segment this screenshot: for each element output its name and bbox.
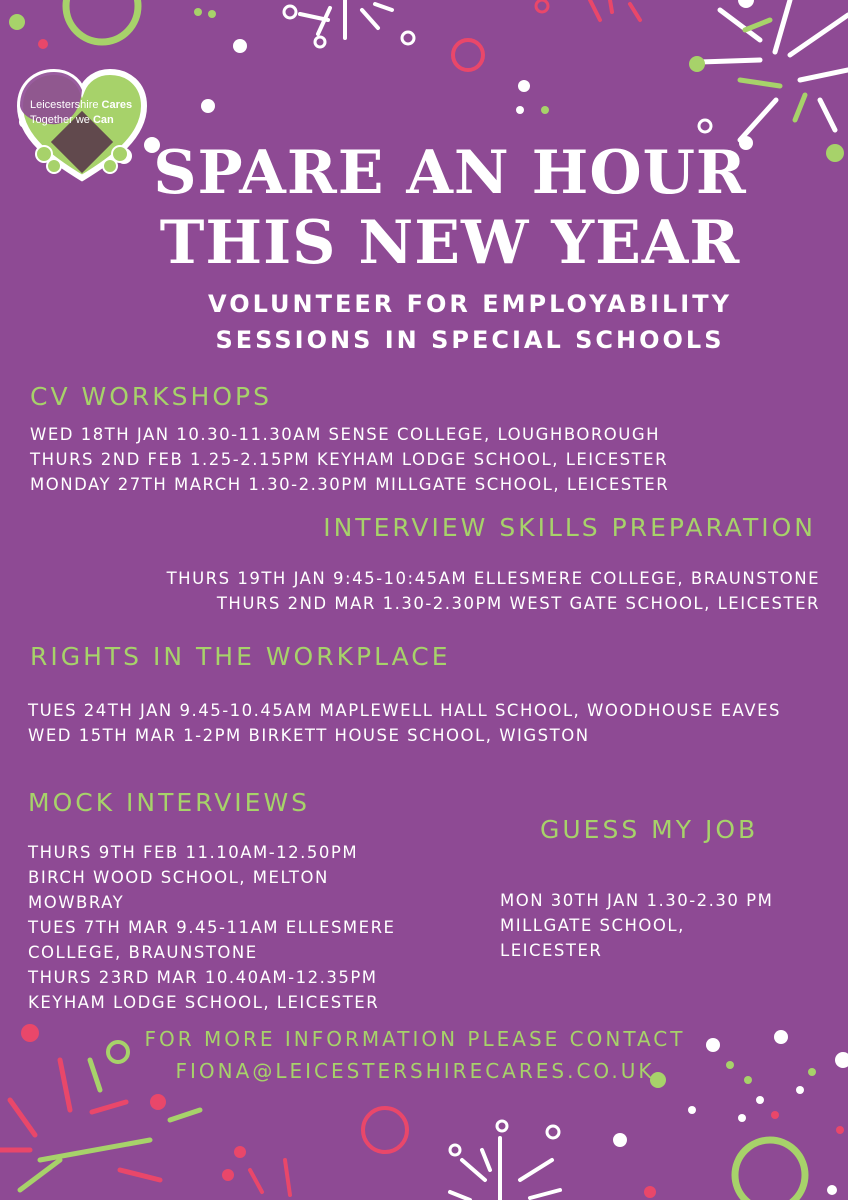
interview-skills-title: INTERVIEW SKILLS PREPARATION	[323, 513, 816, 542]
mock-session-line: THURS 23RD MAR 10.40AM-12.35PM	[28, 968, 378, 987]
contact-heading: FOR MORE INFORMATION PLEASE CONTACT	[144, 1027, 686, 1051]
mock-interviews-list	[28, 840, 395, 1015]
logo-tagline: Together we Can	[30, 114, 114, 126]
rights-title: RIGHTS IN THE WORKPLACE	[30, 642, 451, 671]
interview-session: THURS 19TH JAN 9:45-10:45AM ELLESMERE COLLEGE, BRAUNSTONE	[166, 569, 820, 588]
headline-line-1: SPARE AN HOUR	[153, 138, 747, 208]
logo-text	[30, 98, 150, 128]
contact-email-link[interactable]: FIONA@LEICESTERSHIRECARES.CO.UK	[175, 1059, 655, 1083]
guess-session-line: LEICESTER	[500, 941, 603, 960]
rights-session: WED 15TH MAR 1-2PM BIRKETT HOUSE SCHOOL, WIGSTON	[28, 726, 590, 745]
subheadline-line-1: VOLUNTEER FOR EMPLOYABILITY	[208, 290, 732, 318]
mock-session-line: MOWBRAY	[28, 893, 125, 912]
logo-name: Leicestershire Cares	[30, 99, 133, 111]
cv-workshops-list	[30, 422, 669, 497]
guess-session-line: MILLGATE SCHOOL,	[500, 916, 685, 935]
guess-my-job-title: GUESS MY JOB	[540, 815, 759, 844]
guess-session-line: MON 30TH JAN 1.30-2.30 PM	[500, 891, 774, 910]
cv-session: MONDAY 27TH MARCH 1.30-2.30PM MILLGATE SCHOOL, LEICESTER	[30, 475, 670, 494]
mock-session-line: KEYHAM LODGE SCHOOL, LEICESTER	[28, 993, 380, 1012]
rights-session: TUES 24TH JAN 9.45-10.45AM MAPLEWELL HALL SCHOOL, WOODHOUSE EAVES	[28, 701, 781, 720]
interview-session: THURS 2ND MAR 1.30-2.30PM WEST GATE SCHOOL, LEICESTER	[216, 594, 820, 613]
rights-list	[28, 698, 781, 748]
mock-session-line: COLLEGE, BRAUNSTONE	[28, 943, 258, 962]
mock-interviews-title: MOCK INTERVIEWS	[28, 788, 311, 817]
guess-my-job-list	[500, 888, 773, 963]
mock-session-line: BIRCH WOOD SCHOOL, MELTON	[28, 868, 329, 887]
cv-session: THURS 2ND FEB 1.25-2.15PM KEYHAM LODGE SCHOOL, LEICESTER	[30, 450, 669, 469]
cv-session: WED 18TH JAN 10.30-11.30AM SENSE COLLEGE, LOUGHBOROUGH	[30, 425, 661, 444]
headline-line-2: THIS NEW YEAR	[159, 208, 741, 278]
cv-workshops-title: CV WORKSHOPS	[30, 382, 272, 411]
interview-skills-list	[167, 566, 820, 616]
subheadline-line-2: SESSIONS IN SPECIAL SCHOOLS	[215, 326, 725, 354]
mock-session-line: THURS 9TH FEB 11.10AM-12.50PM	[28, 843, 359, 862]
mock-session-line: TUES 7TH MAR 9.45-11AM ELLESMERE	[28, 918, 396, 937]
